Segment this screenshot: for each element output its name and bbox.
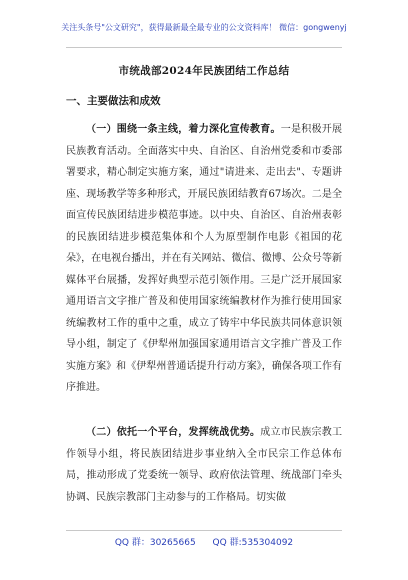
footer: [0, 535, 408, 548]
footer-qq-group-1: QQ 群：30265665: [114, 538, 196, 548]
header-banner: 关注头条号"公文研究"，获得最新最全最专业的公文资料库！ 微信：gongwenyj: [61, 23, 347, 32]
paragraph-2-body: 成立市民族宗教工作领导小组，将民族团结进步事业纳入全市民宗工作总体布局，推动形成了党委统一领导、政府依法管理、统战部门牵头协调、民族宗教部门主动参与的工作格局。切实做: [66, 427, 342, 503]
section-heading: 一、主要做法和成效: [66, 95, 161, 107]
footer-divider: [66, 530, 342, 531]
paragraph-1-body: 一是积极开展民族教育活动。全面落实中央、自治区、自治州党委和市委部署要求，精心制定实施方案，通过"请进来、走出去"、专题讲座、现场教学等多种形式，开展民族团结教育67场次。二是全面宣传民族团结进步模范事迹。以中央、自治区、自治州表彰的民族团结进步模范集体和个人为原型制作电影《祖国的花朵》，在电视台播出，并在有关网站、微信、微博、公众号等新媒体平台展播，发挥好典型示范引领作用。三是广泛开展国家通用语言文字推广普及和使用国家统编教材作为推行使用国家统编教材工作的重中之重，成立了铸牢中华民族共同体意识领导小组，制定了《伊犁州加强国家通用语言文字推广普及工作实施方案》和《伊犁州普通话提升行动方案》，确保各项工作有序推进。: [66, 124, 342, 393]
paragraph-2: [66, 422, 342, 508]
footer-qq-group-2: QQ 群:535304092: [212, 538, 294, 548]
paragraph-1-lead: （一）围绕一条主线，着力深化宣传教育。: [86, 124, 281, 135]
paragraph-2-lead: （二）依托一个平台，发挥统战优势。: [86, 427, 261, 438]
header-divider: [66, 47, 342, 48]
paragraph-1: [66, 119, 342, 399]
document-title: 市统战部2024年民族团结工作总结: [118, 65, 290, 77]
